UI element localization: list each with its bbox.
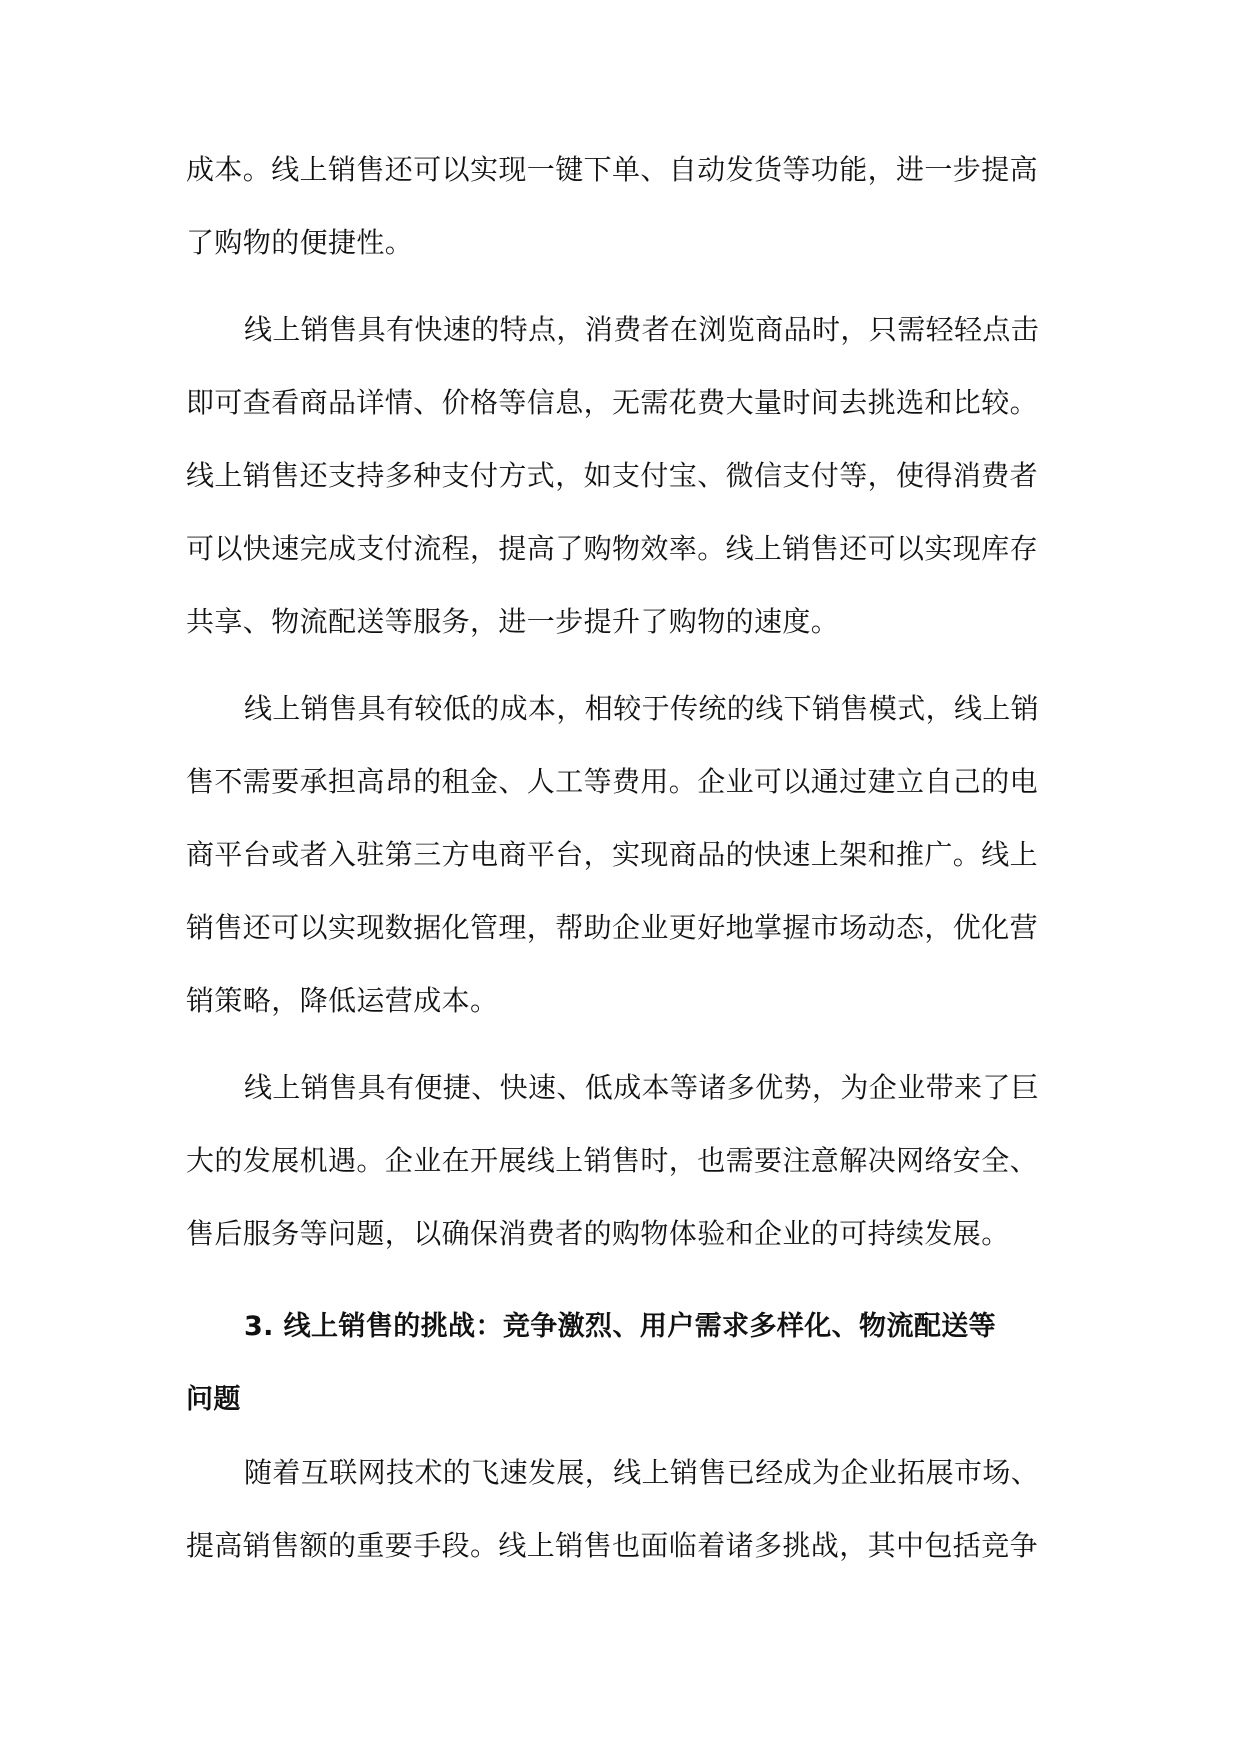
text-line: 线上销售具有快速的特点，消费者在浏览商品时，只需轻轻点击 (244, 313, 1040, 346)
text-line: 可以快速完成支付流程，提高了购物效率。线上销售还可以实现库存 (186, 532, 1039, 565)
text-line: 共享、物流配送等服务，进一步提升了购物的速度。 (186, 605, 840, 638)
text-line: 线上销售还支持多种支付方式，如支付宝、微信支付等，使得消费者 (186, 459, 1039, 492)
paragraph-cost-continued (186, 140, 1056, 286)
text-line: 线上销售具有较低的成本，相较于传统的线下销售模式，线上销 (244, 692, 1040, 725)
document-body (186, 140, 1056, 1589)
section-heading (186, 1297, 1056, 1443)
text-line: 成本。线上销售还可以实现一键下单、自动发货等功能，进一步提高 (186, 153, 1039, 186)
text-line: 随着互联网技术的飞速发展，线上销售已经成为企业拓展市场、 (244, 1456, 1040, 1489)
text-line: 售不需要承担高昂的租金、人工等费用。企业可以通过建立自己的电 (186, 765, 1039, 798)
text-line: 线上销售具有便捷、快速、低成本等诸多优势，为企业带来了巨 (244, 1071, 1040, 1104)
text-line: 销策略，降低运营成本。 (186, 984, 499, 1017)
text-line: 即可查看商品详情、价格等信息，无需花费大量时间去挑选和比较。 (186, 386, 1039, 419)
heading-line: 问题 (186, 1384, 241, 1415)
heading-line: 3. 线上销售的挑战：竞争激烈、用户需求多样化、物流配送等 (244, 1311, 997, 1342)
text-line: 售后服务等问题，以确保消费者的购物体验和企业的可持续发展。 (186, 1217, 1010, 1250)
text-line: 了购物的便捷性。 (186, 226, 414, 259)
paragraph-low-cost (186, 679, 1056, 1044)
paragraph-challenges (186, 1443, 1056, 1589)
paragraph-speed (186, 300, 1056, 665)
text-line: 商平台或者入驻第三方电商平台，实现商品的快速上架和推广。线上 (186, 838, 1039, 871)
text-line: 提高销售额的重要手段。线上销售也面临着诸多挑战，其中包括竞争 (186, 1529, 1039, 1562)
text-line: 大的发展机遇。企业在开展线上销售时，也需要注意解决网络安全、 (186, 1144, 1039, 1177)
text-line: 销售还可以实现数据化管理，帮助企业更好地掌握市场动态，优化营 (186, 911, 1039, 944)
paragraph-summary (186, 1058, 1056, 1277)
